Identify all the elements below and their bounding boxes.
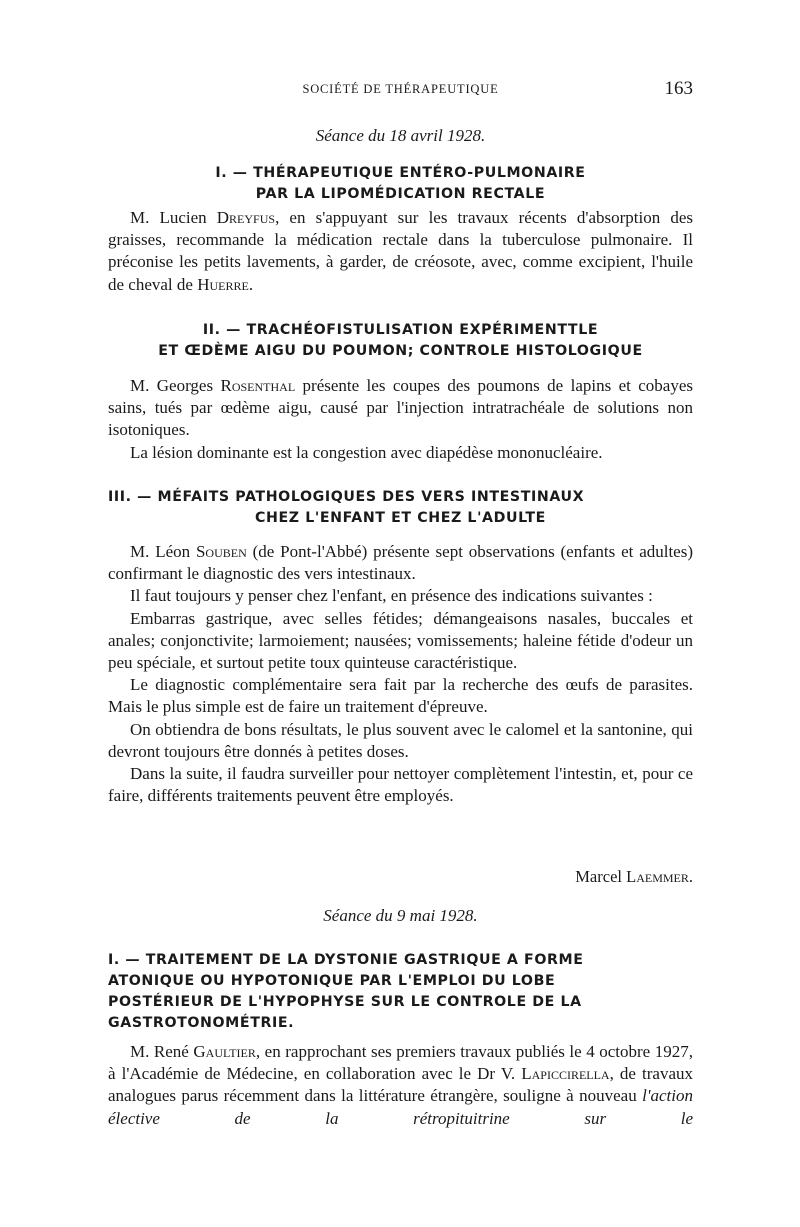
section-2-paragraph-1: M. Georges Rosenthal présente les coupes des poumons de lapins et cobayes sains, tués par œdème aigu, causé par l'injection intratrachéale de solutions non isotoniques. [108,376,694,440]
section-3-title-line2: CHEZ L'ENFANT ET CHEZ L'ADULTE [255,510,546,526]
seance-heading-april: Séance du 18 avril 1928. [315,126,486,145]
section-2-paragraph-2: La lésion dominante est la congestion avec diapédèse mononucléaire. [130,442,603,462]
emphasis-text: l'action élective de la rétropituitrine sur le [108,1086,693,1128]
author-name: Souben [195,542,247,561]
section-3-paragraph-4: Le diagnostic complémentaire sera fait par la recherche des œufs de parasites. Mais le plus simple est de faire un traitement d'épreuve. [108,675,693,717]
section-3-paragraph-3: Embarras gastrique, avec selles fétides; démangeaisons nasales, buccales et anales; conjonctivite; larmoiement; nausées; vomissements; haleine fétide d'odeur un peu spéciale, et surtout petite toux quinteuse caractéristique. [108,608,693,673]
author-name: Dreyfus [216,208,276,227]
section-1-title [108,163,693,205]
section-2-title [108,320,693,362]
section-4-paragraph-1: M. René Gaultier, en rapprochant ses premiers travaux publiés le 4 octobre 1927, à l'Académie de Médecine, en collaboration avec le Dr V. Lapiccirella, de travaux analogues parus récemment dans la littérature étrangère, souligne à nouveau l'action élective de la rétropituitrine sur le [108,1042,694,1128]
cited-name: Lapiccirella [521,1064,610,1084]
section-4-title-line4: GASTROTONOMÉTRIE. [108,1015,295,1031]
section-3-paragraph-6: Dans la suite, il faudra surveiller pour nettoyer complètement l'intestin, et, pour ce faire, différents traitements peuvent être employés. [108,764,693,806]
author-name: Rosenthal [220,376,296,395]
section-4-title-line1: I. — TRAITEMENT DE LA DYSTONIE GASTRIQUE A FORME [108,952,584,968]
section-4-title-line3: POSTÉRIEUR DE L'HYPOPHYSE SUR LE CONTROLE DE LA [108,994,582,1010]
seance-heading-may: Séance du 9 mai 1928. [323,906,478,925]
cited-name: Huerre [197,274,249,294]
section-2-title-line2: ET ŒDÈME AIGU DU POUMON; CONTROLE HISTOLOGIQUE [158,343,643,359]
section-1-body [108,207,693,296]
section-4-title [108,950,693,1034]
section-1-title-line2: PAR LA LIPOMÉDICATION RECTALE [255,186,546,202]
section-3-paragraph-1: M. Léon Souben (de Pont-l'Abbé) présente sept observations (enfants et adultes) confirmant le diagnostic des vers intestinaux. [108,542,694,584]
section-3-title [108,487,693,529]
running-title: SOCIÉTÉ DE THÉRAPEUTIQUE [302,82,499,96]
section-4-title-line2: ATONIQUE OU HYPOTONIQUE PAR L'EMPLOI DU LOBE [108,973,556,989]
section-1-paragraph: M. Lucien Dreyfus, en s'appuyant sur les travaux récents d'absorption des graisses, recommande la médication rectale dans la tuberculose pulmonaire. Il préconise les petits lavements, à garder, de créosote, avec, comme excipient, l'huile de cheval de Huerre. [108,208,693,294]
signature: Marcel Laemmer. [575,867,693,886]
section-1-title-line1: I. — THÉRAPEUTIQUE ENTÉRO-PULMONAIRE [215,165,586,181]
page-number: 163 [664,78,693,99]
section-3-paragraph-5: On obtiendra de bons résultats, le plus souvent avec le calomel et la santonine, qui devront toujours être donnés à petites doses. [108,719,693,761]
running-header [108,80,693,102]
section-2-title-line1: II. — TRACHÉOFISTULISATION EXPÉRIMENTTLE [202,322,599,338]
author-name: Gaultier [193,1042,256,1061]
section-3-title-line1: III. — MÉFAITS PATHOLOGIQUES DES VERS INTESTINAUX [108,489,585,505]
section-2-body [108,375,693,464]
section-4-body [108,1041,693,1130]
section-3-body [108,541,693,807]
signature-surname: Laemmer [626,867,689,886]
section-3-paragraph-2: Il faut toujours y penser chez l'enfant, en présence des indications suivantes : [130,586,653,606]
